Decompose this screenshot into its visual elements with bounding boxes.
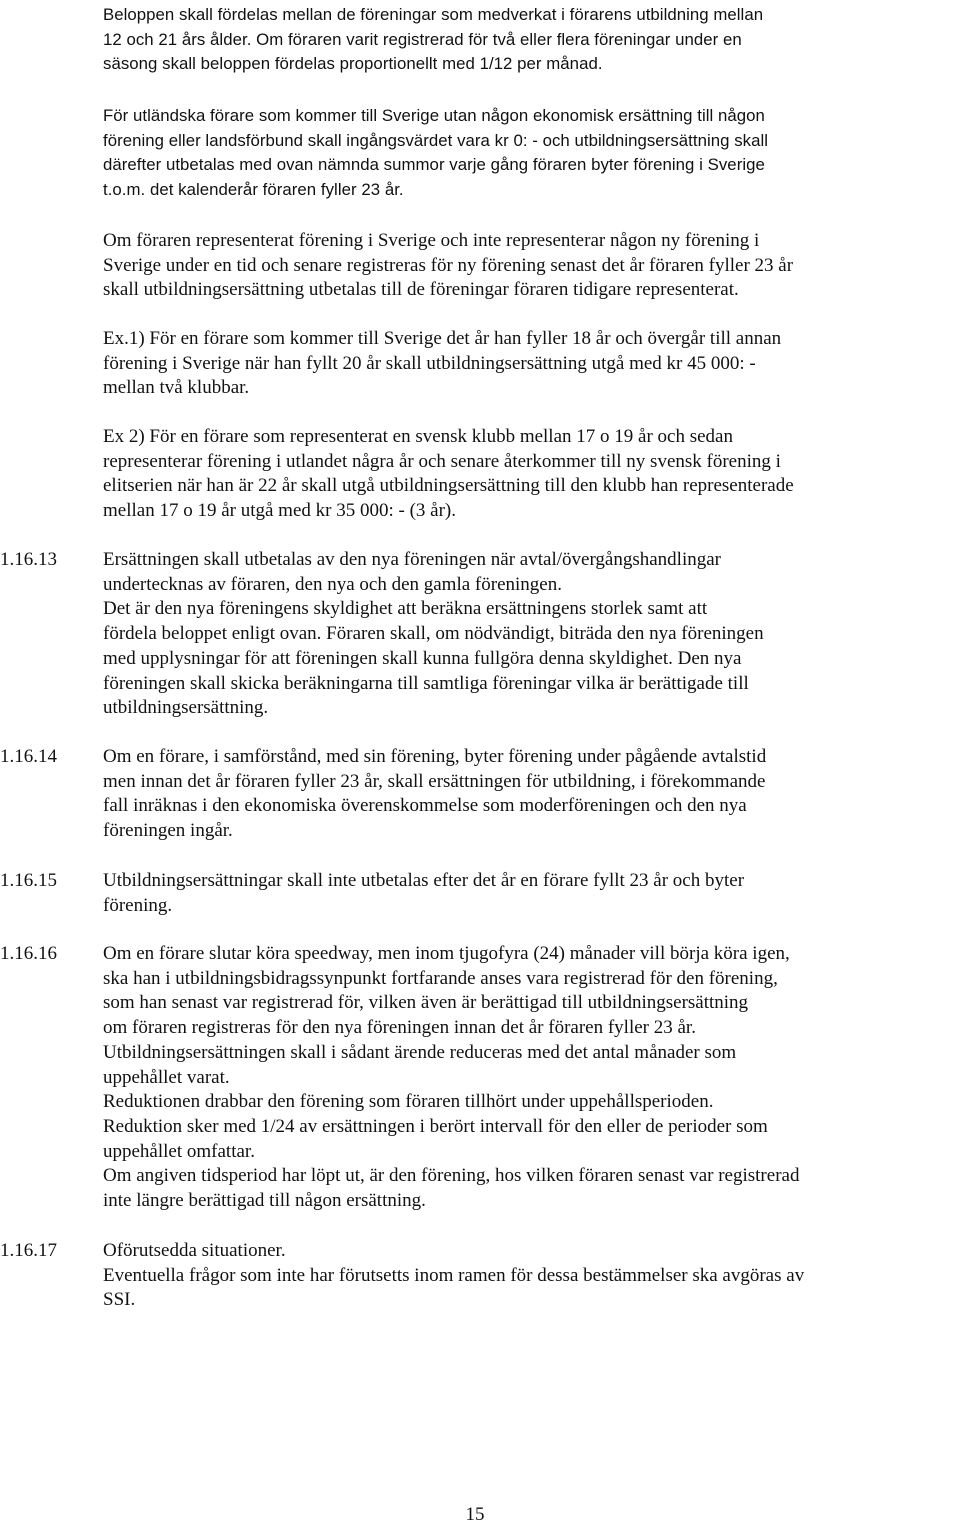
text-line: förening eller landsförbund skall ingångsvärdet vara kr 0: - och utbildningsersättning skall: [103, 130, 769, 150]
text-line: Om föraren representerat förening i Sverige och inte representerar någon ny förening i: [103, 230, 760, 251]
section-number: 1.16.14: [0, 746, 57, 767]
text-line: som han senast var registrerad för, vilken även är berättigad till utbildningsersättning: [103, 992, 749, 1014]
text-line: förening.: [103, 894, 173, 916]
text-line: Ersättningen skall utbetalas av den nya föreningen när avtal/övergångshandlingar: [103, 549, 722, 570]
text-line: utbildningsersättning.: [103, 697, 269, 719]
text-line: mellan två klubbar.: [103, 377, 250, 399]
text-line: därefter utbetalas med ovan nämnda summor varje gång föraren byter förening i Sverige: [103, 155, 765, 175]
text-line: t.o.m. det kalenderår föraren fyller 23 år.: [103, 180, 404, 200]
text-line: Sverige under en tid och senare registreras för ny förening senast det år föraren fyller 23 år: [103, 254, 794, 276]
text-line: undertecknas av föraren, den nya och den gamla föreningen.: [103, 573, 562, 595]
text-line: 12 och 21 års ålder. Om föraren varit registrerad för två eller flera föreningar under en: [103, 29, 742, 49]
text-line: mellan 17 o 19 år utgå med kr 35 000: - (3 år).: [103, 500, 456, 522]
text-line: Reduktionen drabbar den förening som föraren tillhört under uppehållsperioden.: [103, 1091, 714, 1113]
example-1: [103, 327, 953, 401]
text-line: Oförutsedda situationer.: [103, 1240, 286, 1261]
text-line: inte längre berättigad till någon ersättning.: [103, 1190, 426, 1212]
section-body: [103, 745, 953, 844]
section-number: 1.16.17: [0, 1240, 57, 1261]
text-line: Reduktion sker med 1/24 av ersättningen i berört intervall för den eller de perioder som: [103, 1115, 768, 1137]
text-line: Eventuella frågor som inte har förutsetts inom ramen för dessa bestämmelser ska avgöras av: [103, 1264, 805, 1286]
example-2: [103, 425, 953, 524]
text-line: Om angiven tidsperiod har löpt ut, är den förening, hos vilken föraren senast var registrerad: [103, 1165, 800, 1187]
text-line: För utländska förare som kommer till Sverige utan någon ekonomisk ersättning till någon: [103, 106, 765, 125]
text-line: skall utbildningsersättning utbetalas till de föreningar föraren tidigare representerat.: [103, 279, 739, 301]
text-line: Beloppen skall fördelas mellan de föreningar som medverkat i förarens utbildning mellan: [103, 5, 764, 24]
text-line: Om en förare slutar köra speedway, men inom tjugofyra (24) månader vill börja köra igen,: [103, 943, 790, 964]
text-line: med upplysningar för att föreningen skall kunna fullgöra denna skyldighet. Den nya: [103, 647, 742, 669]
section-body: [103, 1239, 953, 1313]
text-line: föreningen ingår.: [103, 820, 233, 842]
text-line: SSI.: [103, 1289, 136, 1311]
paragraph-previous-representation: [103, 229, 953, 303]
text-line: fördela beloppet enligt ovan. Föraren skall, om nödvändigt, biträda den nya föreningen: [103, 623, 764, 645]
text-line: förening i Sverige när han fyllt 20 år skall utbildningsersättning utgå med kr 45 000: -: [103, 352, 756, 374]
paragraph-distribution: [103, 3, 953, 77]
text-line: elitserien när han är 22 år skall utgå utbildningsersättning till den klubb han representerade: [103, 475, 794, 497]
text-line: Om en förare, i samförstånd, med sin förening, byter förening under pågående avtalstid: [103, 746, 767, 767]
section-number: 1.16.16: [0, 943, 57, 964]
text-line: om föraren registreras för den nya föreningen innan det år föraren fyller 23 år.: [103, 1017, 696, 1039]
text-line: säsong skall beloppen fördelas proportionellt med 1/12 per månad.: [103, 54, 603, 74]
section-number: 1.16.13: [0, 549, 57, 570]
text-line: men innan det år föraren fyller 23 år, skall ersättningen för utbildning, i förekommande: [103, 770, 766, 792]
section-body: [103, 548, 953, 721]
section-body: [103, 942, 953, 1214]
paragraph-foreign-riders: [103, 104, 953, 203]
text-line: Ex 2) För en förare som representerat en svensk klubb mellan 17 o 19 år och sedan: [103, 426, 733, 447]
text-line: representerar förening i utlandet några år och senare återkommer till ny svensk förening i: [103, 450, 781, 472]
section-number: 1.16.15: [0, 870, 57, 891]
text-line: Utbildningsersättningen skall i sådant ärende reduceras med det antal månader som: [103, 1041, 737, 1063]
text-line: uppehållet varat.: [103, 1066, 230, 1088]
text-line: Det är den nya föreningens skyldighet att beräkna ersättningens storlek samt att: [103, 598, 708, 620]
text-line: ska han i utbildningsbidragssynpunkt fortfarande anses vara registrerad för den förening,: [103, 967, 778, 989]
page-number: 15: [465, 1504, 485, 1525]
section-body: [103, 869, 953, 918]
text-line: Utbildningsersättningar skall inte utbetalas efter det år en förare fyllt 23 år och byter: [103, 870, 745, 891]
text-line: föreningen skall skicka beräkningarna till samtliga föreningar vilka är berättigade till: [103, 672, 749, 694]
text-line: Ex.1) För en förare som kommer till Sverige det år han fyller 18 år och övergår till annan: [103, 328, 782, 349]
text-line: uppehållet omfattar.: [103, 1140, 255, 1162]
text-line: fall inräknas i den ekonomiska överenskommelse som moderföreningen och den nya: [103, 795, 747, 817]
